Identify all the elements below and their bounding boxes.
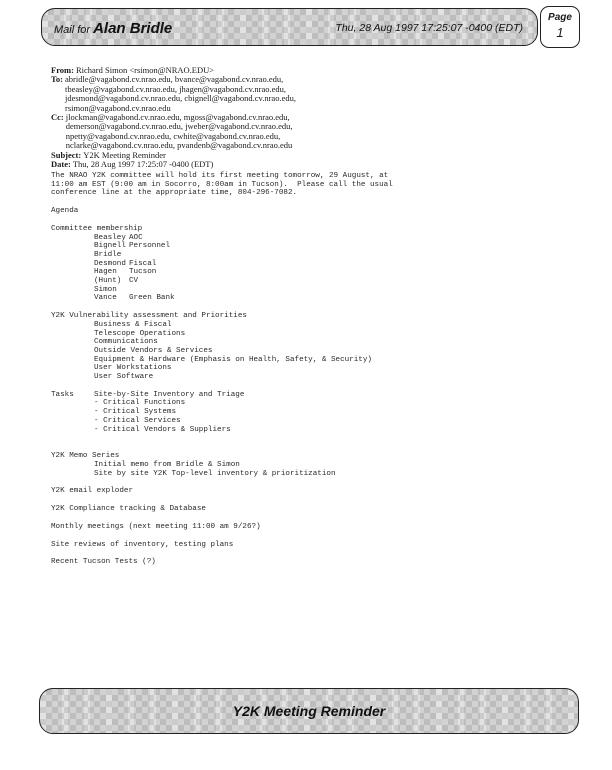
member-name: Vance <box>94 294 117 303</box>
member-name: Bignell <box>94 242 126 251</box>
to-line: rsimon@vagabond.cv.nrao.edu <box>64 102 171 113</box>
from-label: From: <box>51 65 74 75</box>
to-label: To: <box>51 74 63 85</box>
member-row <box>51 294 571 303</box>
member-name: Hagen <box>94 268 117 277</box>
exploder-line: Y2K email exploder <box>51 487 134 496</box>
agenda-heading: Agenda <box>51 207 79 216</box>
tucson-tests-line: Recent Tucson Tests (?) <box>51 558 156 567</box>
to-line: tbeasley@vagabond.cv.nrao.edu, jhagen@vagabond.cv.nrao.edu, <box>64 83 287 94</box>
cc-line: npetty@vagabond.cv.nrao.edu, cwhite@vagabond.cv.nrao.edu, <box>65 130 281 141</box>
member-name: Beasley <box>94 233 126 242</box>
cc-label: Cc: <box>51 112 64 123</box>
page-indicator <box>540 6 580 48</box>
mail-owner-name: Alan Bridle <box>93 20 173 37</box>
task-item: - Critical Vendors & Suppliers <box>94 425 231 434</box>
vulnerability-item: User Software <box>94 373 154 382</box>
monthly-meetings-line: Monthly meetings (next meeting 11:00 am 9/26?) <box>51 522 261 531</box>
cc-line: demerson@vagabond.cv.nrao.edu, jweber@vagabond.cv.nrao.edu, <box>65 121 293 132</box>
banner-date: Thu, 28 Aug 1997 17:25:07 -0400 (EDT) <box>335 22 523 34</box>
member-row <box>51 268 571 277</box>
cc-line: nclarke@vagabond.cv.nrao.edu, pvandenb@vagabond.cv.nrao.edu <box>65 140 293 151</box>
task-item: - Critical Functions <box>94 399 186 408</box>
member-row <box>51 286 571 295</box>
member-name: Desmond <box>94 259 126 268</box>
member-role: Green Bank <box>129 294 175 303</box>
subject-label: Subject: <box>51 149 82 160</box>
member-role: Tucson <box>129 268 157 277</box>
vulnerability-item: Communications <box>94 338 158 347</box>
member-role: Personnel <box>129 242 171 251</box>
member-name: Simon <box>94 285 117 294</box>
intro-line: conference line at the appropriate time, 804-296-7082. <box>51 189 298 198</box>
footer-banner <box>39 688 579 734</box>
footer-title: Y2K Meeting Reminder <box>232 703 386 719</box>
member-row <box>51 234 571 243</box>
from-value: Richard Simon <rsimon@NRAO.EDU> <box>75 65 215 75</box>
member-row <box>51 251 571 260</box>
date-value: Thu, 28 Aug 1997 17:25:07 -0400 (EDT) <box>72 159 214 170</box>
tasks-title: Site-by-Site Inventory and Triage <box>94 390 245 399</box>
memo-item: Site by site Y2K Top-level inventory & prioritization <box>94 469 336 478</box>
cc-line: jlockman@vagabond.cv.nrao.edu, mgoss@vagabond.cv.nrao.edu, <box>65 112 290 123</box>
member-row <box>51 260 571 269</box>
vulnerability-heading: Y2K Vulnerability assessment and Priorities <box>51 312 247 321</box>
vulnerability-item: Business & Fiscal <box>94 320 172 329</box>
to-line: jdesmond@vagabond.cv.nrao.edu, cbignell@vagabond.cv.nrao.edu, <box>64 93 296 104</box>
tasks-row <box>51 391 571 400</box>
email-headers <box>51 66 571 169</box>
mail-for-prefix: Mail for <box>54 24 91 36</box>
intro-line: The NRAO Y2K committee will hold its first meeting tomorrow, 29 August, at <box>51 172 389 180</box>
subject-value: Y2K Meeting Reminder <box>83 149 166 160</box>
member-role: CV <box>129 277 139 286</box>
site-reviews-line: Site reviews of inventory, testing plans <box>51 540 234 549</box>
compliance-line: Y2K Compliance tracking & Database <box>51 505 206 514</box>
page-number: 1 <box>556 25 564 40</box>
page-label: Page <box>548 12 572 23</box>
vulnerability-item: Equipment & Hardware (Emphasis on Health, Safety, & Security) <box>94 355 372 364</box>
memo-heading: Y2K Memo Series <box>51 452 120 461</box>
cc-row <box>51 113 571 151</box>
to-line: abridle@vagabond.cv.nrao.edu, bvance@vagabond.cv.nrao.edu, <box>64 74 284 85</box>
committee-heading: Committee membership <box>51 224 143 233</box>
memo-item: Initial memo from Bridle & Simon <box>94 460 240 469</box>
mail-for-label <box>54 20 172 37</box>
task-item: - Critical Systems <box>94 408 177 417</box>
vulnerability-item: User Workstations <box>94 364 172 373</box>
task-item: - Critical Services <box>94 416 181 425</box>
vulnerability-item: Outside Vendors & Services <box>94 346 213 355</box>
member-role: AOC <box>129 233 143 242</box>
date-label: Date: <box>51 159 71 170</box>
message-body <box>51 172 571 567</box>
member-role: Fiscal <box>129 259 157 268</box>
member-row <box>51 277 571 286</box>
to-row <box>51 75 571 113</box>
member-name: (Hunt) <box>94 277 122 286</box>
intro-line: 11:00 am EST (9:00 am in Socorro, 8:00am in Tucson). Please call the usual <box>51 180 393 189</box>
date-row <box>51 160 571 169</box>
member-row <box>51 242 571 251</box>
member-name: Bridle <box>94 250 122 259</box>
vulnerability-item: Telescope Operations <box>94 329 186 338</box>
header-banner <box>41 8 538 46</box>
tasks-label: Tasks <box>51 390 74 399</box>
